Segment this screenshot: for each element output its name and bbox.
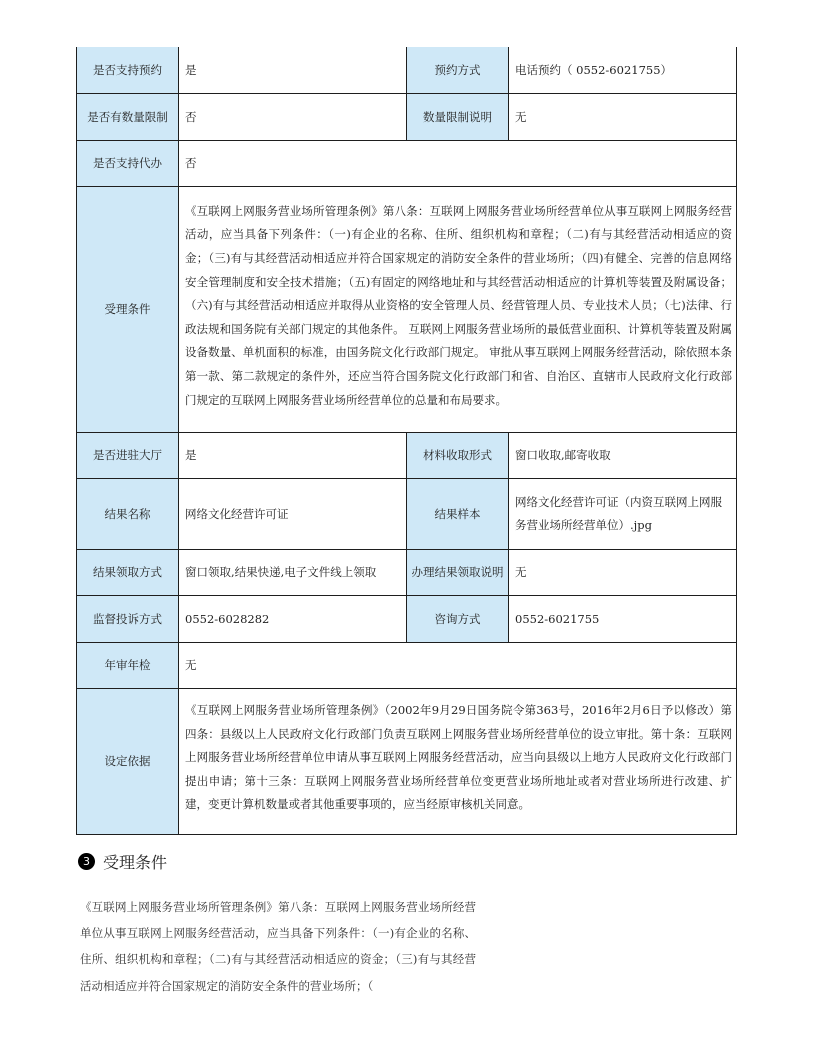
appointment-value: 是 <box>179 47 407 93</box>
acceptance-value: 《互联网上网服务营业场所管理条例》第八条：互联网上网服务营业场所经营单位从事互联网上网服务经营活动，应当具备下列条件：（一)有企业的名称、住所、组织机构和章程；（二)有与其经营活动相适应的资金；（三)有与其经营活动相适应并符合国家规定的消防安全条件的营业场所；（四)有健全、完善的信息网络安全管理制度和安全技术措施；（五)有固定的网络地址和与其经营活动相适应的计算机等装置及附属设备；（六)有与其经营活动相适应并取得从业资格的安全管理人员、经营管理人员、专业技术人员；（七)法律、行政法规和国务院有关部门规定的其他条件。 互联网上网服务营业场所的最低营业面积、计算机等装置及附属设备数量、单机面积的标准，由国务院文化行政部门规定。 审批从事互联网上网服务经营活动，除依照本条第一款、第二款规定的条件外，还应当符合国务院文化行政部门和省、自治区、直辖市人民政府文化行政部门规定的互联网上网服务营业场所经营单位的总量和布局要求。 <box>179 186 737 432</box>
appointment-label: 是否支持预约 <box>77 47 179 93</box>
material-form-label: 材料收取形式 <box>407 432 509 478</box>
appointment-method-label: 预约方式 <box>407 47 509 93</box>
appointment-method-value: 电话预约（ 0552-6021755） <box>509 47 737 93</box>
annual-value: 无 <box>179 642 737 688</box>
consult-label: 咨询方式 <box>407 595 509 642</box>
section-body-text: 《互联网上网服务营业场所管理条例》第八条：互联网上网服务营业场所经营单位从事互联网上网服务经营活动，应当具备下列条件：（一)有企业的名称、住所、组织机构和章程；（二)有与其经营活动相适应的资金；（三)有与其经营活动相适应并符合国家规定的消防安全条件的营业场所；（ <box>80 900 476 993</box>
table-row <box>77 186 737 432</box>
quantity-limit-label: 是否有数量限制 <box>77 93 179 140</box>
table-row <box>77 478 737 549</box>
table-row <box>77 688 737 834</box>
result-sample-value[interactable]: 网络文化经营许可证（内资互联网上网服务营业场所经营单位）.jpg <box>509 478 737 549</box>
hall-label: 是否进驻大厅 <box>77 432 179 478</box>
service-info-table <box>76 47 737 835</box>
section-heading <box>78 849 167 873</box>
table-row <box>77 93 737 140</box>
consult-value: 0552-6021755 <box>509 595 737 642</box>
result-name-value: 网络文化经营许可证 <box>179 478 407 549</box>
basis-label: 设定依据 <box>77 688 179 834</box>
result-pickup-value: 窗口领取,结果快递,电子文件线上领取 <box>179 549 407 595</box>
proxy-value: 否 <box>179 140 737 186</box>
annual-label: 年审年检 <box>77 642 179 688</box>
basis-value: 《互联网上网服务营业场所管理条例》（2002年9月29日国务院令第363号，2016年2月6日予以修改）第四条：县级以上人民政府文化行政部门负责互联网上网服务营业场所经营单位的设立审批。第十条：互联网上网服务营业场所经营单位申请从事互联网上网服务经营活动，应当向县级以上地方人民政府文化行政部门提出申请；第十三条：互联网上网服务营业场所经营单位变更营业场所地址或者对营业场所进行改建、扩建，变更计算机数量或者其他重要事项的，应当经原审核机关同意。 <box>179 688 737 834</box>
table-row <box>77 432 737 478</box>
quantity-limit-note-label: 数量限制说明 <box>407 93 509 140</box>
result-pickup-label: 结果领取方式 <box>77 549 179 595</box>
result-name-label: 结果名称 <box>77 478 179 549</box>
table-row <box>77 140 737 186</box>
section-title: 受理条件 <box>103 852 168 872</box>
table-row <box>77 47 737 93</box>
hall-value: 是 <box>179 432 407 478</box>
result-pickup-note-value: 无 <box>509 549 737 595</box>
complaint-value: 0552-6028282 <box>179 595 407 642</box>
proxy-label: 是否支持代办 <box>77 140 179 186</box>
material-form-value: 窗口收取,邮寄收取 <box>509 432 737 478</box>
acceptance-label: 受理条件 <box>77 186 179 432</box>
table-row <box>77 642 737 688</box>
complaint-label: 监督投诉方式 <box>77 595 179 642</box>
quantity-limit-note-value: 无 <box>509 93 737 140</box>
table-row <box>77 595 737 642</box>
quantity-limit-value: 否 <box>179 93 407 140</box>
result-pickup-note-label: 办理结果领取说明 <box>407 549 509 595</box>
section-number-badge: 3 <box>78 853 95 870</box>
table-row <box>77 549 737 595</box>
result-sample-label: 结果样本 <box>407 478 509 549</box>
